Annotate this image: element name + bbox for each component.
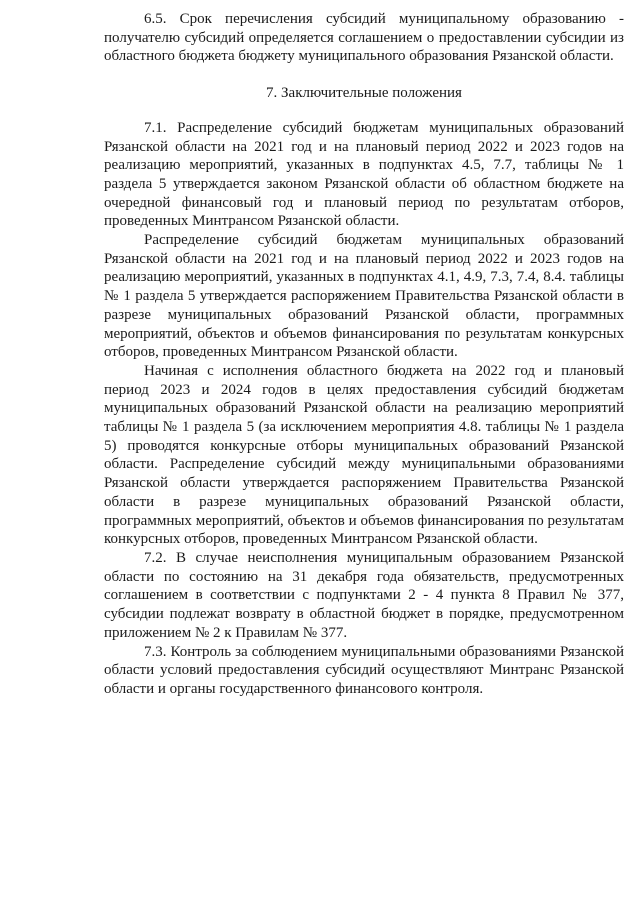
section-title: 7. Заключительные положения [266,85,462,102]
paragraph-6-5: 6.5. Срок перечисления субсидий муниципальному образованию - получателю субсидий определяется соглашением о предоставлении субсидии из областного бюджета бюджету муниципального образования Рязанской области. [104,11,624,65]
document-page [104,10,624,699]
paragraph-7-3: 7.3. Контроль за соблюдением муниципальными образованиями Рязанской области условий предоставления субсидий осуществляют Минтранс Рязанской области и органы государственного финансового контроля. [104,643,624,697]
paragraph-7-1-competition: Начиная с исполнения областного бюджета на 2022 год и плановый период 2023 и 2024 годов в целях предоставления субсидий бюджетам муниципальных образований Рязанской области на реализацию мероприятий таблицы № 1 раздела 5 (за исключением мероприятия 4.8. таблицы № 1 раздела 5) проводятся конкурсные отборы муниципальных образований Рязанской области. Распределение субсидий между муниципальными образованиями Рязанской области утверждается распоряжением Правительства Рязанской области в разрезе муниципальных образований Рязанской области, программных мероприятий, объектов и объемов финансирования по результатам конкурсных отборов, проведенных Минтрансом Рязанской области. [104,362,624,548]
paragraph-7-2: 7.2. В случае неисполнения муниципальным образованием Рязанской области по состоянию на 31 декабря года обязательств, предусмотренных соглашением в соответствии с подпунктами 2 - 4 пункта 8 Правил № 377, субсидии подлежат возврату в областной бюджет в порядке, предусмотренном приложением № 2 к Правилам № 377. [104,549,624,641]
paragraph-7-1-distribution: Распределение субсидий бюджетам муниципальных образований Рязанской области на 2021 год и на плановый период 2022 и 2023 годов на реализацию мероприятий, указанных в подпунктах 4.1, 4.9, 7.3, 7.4, 8.4. таблицы № 1 раздела 5 утверждается распоряжением Правительства Рязанской области в разрезе муниципальных образований Рязанской области, программных мероприятий, объектов и объемов финансирования по результатам конкурсных отборов, проведенных Минтрансом Рязанской области. [104,232,624,361]
paragraph-7-1: 7.1. Распределение субсидий бюджетам муниципальных образований Рязанской области на 2021 год и на плановый период 2022 и 2023 годов на реализацию мероприятий, указанных в подпунктах 4.5, 7.7, таблицы № 1 раздела 5 утверждается законом Рязанской области об областном бюджете на очередной финансовый год и плановый период по результатам отборов, проведенных Минтрансом Рязанской области. [104,119,624,230]
